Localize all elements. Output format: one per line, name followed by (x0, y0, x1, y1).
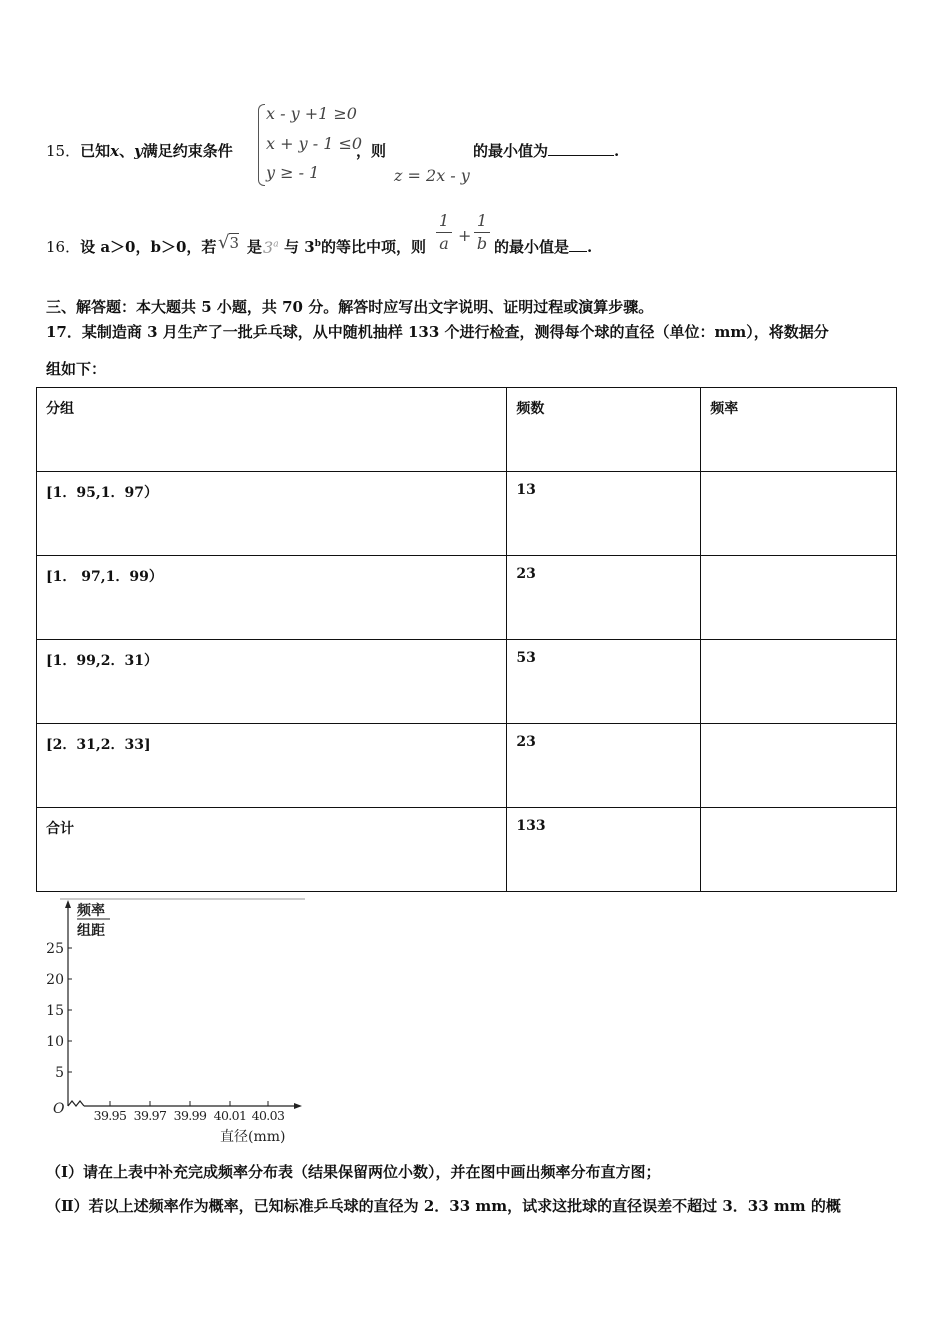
q16-text-c (284, 236, 426, 257)
x-tick-label: 39.99 (173, 1108, 207, 1123)
fraction-1-over-b (474, 212, 490, 253)
x-axis-break (68, 1101, 84, 1106)
cell-group: [1．95,1．97） (37, 472, 507, 556)
brace (258, 104, 265, 186)
cell-count: 13 (507, 472, 701, 556)
constraint-1: x - y +1 ≥0 (266, 104, 357, 123)
header-group: 分组 (37, 388, 507, 472)
table-total-row (37, 808, 897, 892)
cell-group: [1． 97,1．99） (37, 556, 507, 640)
table-row (37, 556, 897, 640)
sqrt-expression (218, 232, 239, 253)
cell-total-count: 133 (507, 808, 701, 892)
cell-total-label: 合计 (37, 808, 507, 892)
section-heading: 三、解答题：本大题共 5 小题，共 70 分。解答时应写出文字说明、证明过程或演算步骤。 (46, 298, 654, 316)
header-count: 频数 (507, 388, 701, 472)
x-tick-label: 40.01 (213, 1108, 247, 1123)
q16-text-d: 的等比中项，则 (320, 238, 426, 256)
cell-count: 23 (507, 724, 701, 808)
cell-group: [2．31,2．33] (37, 724, 507, 808)
answer-blank-short (569, 237, 587, 252)
x-tick-label: 40.03 (251, 1108, 285, 1123)
constraint-system (258, 104, 368, 188)
fraction-2-numerator: 1 (476, 211, 488, 230)
q17-line-1: 17．某制造商 3 月生产了一批乒乓球，从中随机抽样 133 个进行检查，测得每个球的直径（单位：mm），将数据分 (46, 323, 829, 341)
origin-label: O (53, 1101, 65, 1117)
histogram-axes (40, 898, 320, 1148)
q15-sep: 、 (119, 142, 135, 160)
cell-total-frequency[interactable] (701, 808, 897, 892)
q15-ask (473, 140, 619, 161)
q15-then: ，则 (356, 142, 387, 160)
frequency-table (36, 387, 897, 892)
q15-suffix: 满足约束条件 (142, 142, 233, 160)
q15-number: 15． (46, 142, 81, 160)
q16-power-b-exp: b (314, 239, 321, 249)
cell-frequency[interactable] (701, 640, 897, 724)
x-tick-label: 39.97 (133, 1108, 167, 1123)
cell-count: 23 (507, 556, 701, 640)
constraint-3: y ≥ - 1 (266, 163, 320, 182)
q16-text-e (494, 236, 592, 257)
table-row (37, 724, 897, 808)
q15-end: . (614, 142, 620, 160)
sqrt-icon: √ (218, 232, 230, 253)
y-label-top: 频率 (77, 903, 105, 919)
y-tick-label: 15 (46, 1003, 64, 1019)
cell-frequency[interactable] (701, 724, 897, 808)
y-tick-label: 5 (55, 1065, 64, 1081)
q17-part-2: （Ⅱ）若以上述频率作为概率，已知标准乒乓球的直径为 2．33 mm，试求这批球的直径误差不超过 3．33 mm 的概 (46, 1197, 841, 1215)
power-exp: a (273, 239, 279, 250)
fraction-1-over-a (436, 212, 452, 253)
x-axis-arrow-icon (294, 1103, 302, 1109)
table-row (37, 640, 897, 724)
sqrt-radicand: 3 (229, 234, 240, 252)
constraint-2: x + y - 1 ≤0 (266, 134, 363, 153)
q15-var-x: x (110, 142, 120, 160)
y-tick-label: 25 (46, 941, 64, 957)
question-15 (46, 140, 233, 161)
y-label-bottom: 组距 (77, 923, 105, 939)
cell-group: [1．99,2．31） (37, 640, 507, 724)
x-tick-label: 39.95 (93, 1108, 127, 1123)
y-axis-arrow-icon (65, 900, 71, 908)
table-row (37, 472, 897, 556)
plus-sign: + (458, 226, 472, 245)
q17-line-2: 组如下： (46, 360, 107, 378)
x-axis-label: 直径(mm) (220, 1129, 286, 1145)
q16-text-a: 设 a＞0，b＞0，若 (80, 238, 217, 256)
q16-text-e-main: 的最小值是 (494, 238, 570, 256)
q16-text-c-main: 与 3 (284, 238, 315, 256)
q16-text-b: 是 (247, 238, 263, 256)
q15-var-y: y (134, 142, 143, 160)
table-header-row (37, 388, 897, 472)
fraction-2-denominator: b (476, 234, 488, 253)
answer-blank (548, 141, 614, 156)
cell-frequency[interactable] (701, 472, 897, 556)
q16-end: . (587, 238, 593, 256)
fraction-1-numerator: 1 (438, 211, 450, 230)
cell-count: 53 (507, 640, 701, 724)
fraction-1-bar (436, 232, 452, 233)
q16-number: 16． (46, 238, 81, 256)
y-tick-label: 10 (46, 1034, 64, 1050)
q15-objective: z = 2x - y (394, 166, 470, 185)
power-3a (263, 238, 279, 257)
q15-prefix: 已知 (80, 142, 111, 160)
q15-ask-text: 的最小值为 (473, 142, 549, 160)
q17-part-1: （Ⅰ）请在上表中补充完成频率分布表（结果保留两位小数），并在图中画出频率分布直方图； (46, 1163, 661, 1181)
fraction-1-denominator: a (439, 234, 449, 253)
fraction-2-bar (474, 232, 490, 233)
power-base: 3 (263, 238, 274, 257)
y-tick-label: 20 (46, 972, 64, 988)
header-frequency: 频率 (701, 388, 897, 472)
cell-frequency[interactable] (701, 556, 897, 640)
question-16 (46, 236, 216, 257)
